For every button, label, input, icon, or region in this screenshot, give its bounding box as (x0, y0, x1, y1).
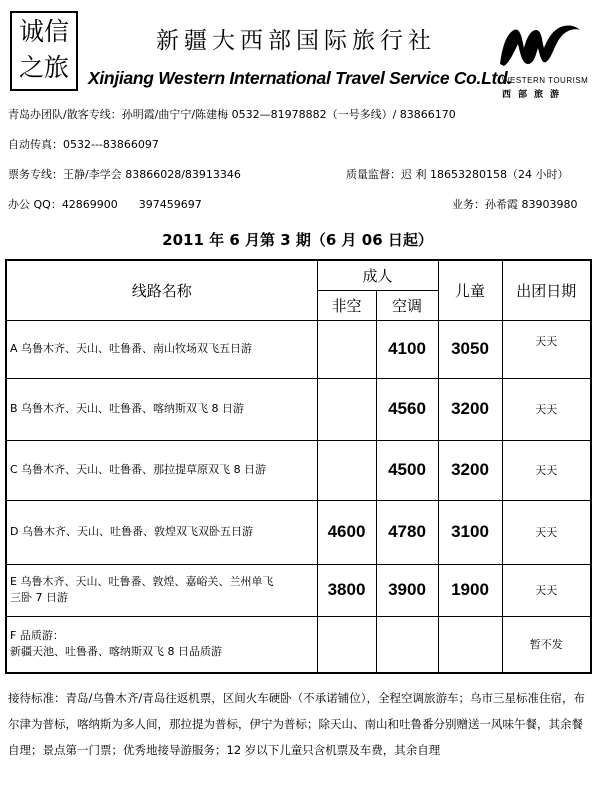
price-child: 3200 (438, 440, 502, 500)
header-no-ac: 非空 (317, 290, 376, 320)
route-name (6, 616, 317, 673)
table-row (6, 500, 591, 564)
contact-quality: 质量监督：迟 利 18653280158（24 小时） (346, 168, 569, 181)
table-row (6, 440, 591, 500)
contact-group-line: 青岛办团队/散客专线：孙明霞/曲宁宁/陈建梅 0532—81978882（一号多线）/ 83866170 (8, 108, 456, 121)
table-row (6, 320, 591, 378)
seal-line-1: 诚信 (18, 17, 69, 46)
company-name-en: Xinjiang Western International Travel Service Co.Ltd. (88, 68, 512, 88)
departure-date: 天天 (502, 440, 591, 500)
route-name: B 乌鲁木齐、天山、吐鲁番、喀纳斯双飞 8 日游 (6, 378, 317, 440)
price-ac: 4100 (376, 320, 438, 378)
price-no-ac (317, 440, 376, 500)
route-name-line1: F 品质游： (10, 629, 64, 643)
header-adult: 成人 (317, 260, 438, 290)
departure-date: 天天 (502, 378, 591, 440)
route-name: C 乌鲁木齐、天山、吐鲁番、那拉提草原双飞 8 日游 (6, 440, 317, 500)
header-child: 儿童 (438, 260, 502, 320)
price-child: 3200 (438, 378, 502, 440)
route-name: D 乌鲁木齐、天山、吐鲁番、敦煌双飞双卧五日游 (6, 500, 317, 564)
price-no-ac: 3800 (317, 564, 376, 616)
issue-title: 2011 年 6 月第 3 期（6 月 06 日起） (162, 231, 433, 249)
route-price-table (5, 259, 592, 674)
departure-date: 暂不发 (502, 616, 591, 673)
route-name: A 乌鲁木齐、天山、吐鲁番、南山牧场双飞五日游 (6, 320, 317, 378)
price-child (438, 616, 502, 673)
table-row (6, 378, 591, 440)
departure-date: 天天 (502, 564, 591, 616)
slogan-seal (10, 11, 78, 91)
table-row (6, 616, 591, 673)
header-ac: 空调 (376, 290, 438, 320)
price-ac: 3900 (376, 564, 438, 616)
logo-text-en: WESTERN TOURISM (502, 76, 589, 85)
company-name-cn: 新疆大西部国际旅行社 (156, 28, 436, 54)
reception-standard-note: 接待标准：青岛/乌鲁木齐/青岛往返机票，区间火车硬卧（不承诺铺位），全程空调旅游车；乌市三星标准住宿，布尔津为普标，喀纳斯为多人间，那拉提为普标，伊宁为普标；除天山、南山和吐鲁番分别赠送一风味午餐，其余餐自理；景点第一门票；优秀地接导游服务；12 岁以下儿童只含机票及车费，其余自理 (8, 691, 585, 757)
header-departure: 出团日期 (502, 260, 591, 320)
contact-qq: 办公 QQ：42869900 397459697 (8, 198, 202, 211)
route-name (6, 564, 317, 616)
price-ac (376, 616, 438, 673)
western-tourism-logo (496, 18, 589, 100)
table-row (6, 564, 591, 616)
departure-date: 天天 (502, 320, 591, 378)
route-name-line2: 三卧 7 日游 (10, 591, 68, 604)
price-no-ac (317, 320, 376, 378)
price-child: 3100 (438, 500, 502, 564)
departure-date: 天天 (502, 500, 591, 564)
price-ac: 4500 (376, 440, 438, 500)
price-child: 1900 (438, 564, 502, 616)
brush-stroke-icon (496, 18, 582, 76)
seal-line-2: 之旅 (18, 53, 69, 82)
route-name-line1: E 乌鲁木齐、天山、吐鲁番、敦煌、嘉峪关、兰州单飞 (10, 575, 274, 588)
price-ac: 4560 (376, 378, 438, 440)
price-child: 3050 (438, 320, 502, 378)
header-route: 线路名称 (6, 260, 317, 320)
contact-ticket: 票务专线：王静/李学会 83866028/83913346 (8, 168, 241, 181)
contact-fax: 自动传真：0532---83866097 (8, 138, 159, 151)
price-ac: 4780 (376, 500, 438, 564)
logo-text-cn: 西部旅游 (502, 90, 567, 100)
price-no-ac (317, 616, 376, 673)
contact-business: 业务：孙希霞 83903980 (452, 198, 578, 211)
price-no-ac: 4600 (317, 500, 376, 564)
route-name-line2: 新疆天池、吐鲁番、喀纳斯双飞 8 日品质游 (10, 645, 222, 659)
price-no-ac (317, 378, 376, 440)
